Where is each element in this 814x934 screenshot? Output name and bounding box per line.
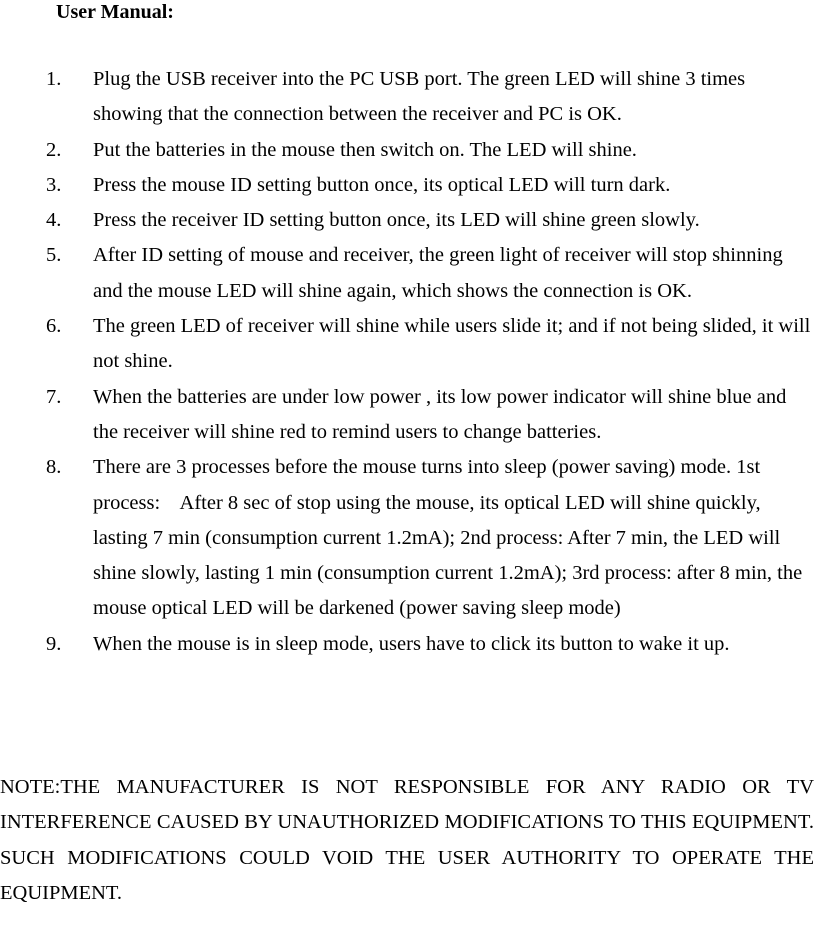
list-item-number: 1. [46, 68, 62, 90]
list-item-text: Put the batteries in the mouse then switch on. The LED will shine. [93, 138, 637, 161]
list-item-number: 9. [46, 632, 62, 655]
list-item-text: Press the receiver ID setting button once, its LED will shine green slowly. [93, 209, 700, 232]
document-title: User Manual: [56, 1, 174, 23]
list-item-text: Press the mouse ID setting button once, its optical LED will turn dark. [93, 173, 671, 196]
list-item-number: 3. [46, 173, 62, 196]
list-item-number: 7. [46, 385, 62, 408]
list-item-number: 4. [46, 209, 62, 232]
list-item-text: After ID setting of mouse and receiver, the green light of receiver will stop shinning and the mouse LED will shine again, which shows the connection is OK. [93, 244, 783, 302]
list-item-text: When the mouse is in sleep mode, users have to click its button to wake it up. [93, 632, 730, 655]
list-item-number: 2. [46, 138, 62, 161]
list-item [0, 450, 814, 626]
list-item [0, 133, 814, 168]
list-item [0, 203, 814, 238]
list-item-number: 8. [46, 456, 62, 479]
list-item-text: When the batteries are under low power , its low power indicator will shine blue and the receiver will shine red to remind users to change batteries. [93, 385, 787, 443]
list-item-text: There are 3 processes before the mouse turns into sleep (power saving) mode. 1st process: After 8 sec of stop using the mouse, its optical LED will shine quickly, lasting 7 min (consumption current 1.2mA); 2nd process: After 7 min, the LED will shine slowly, lasting 1 min (consumption current 1.2mA); 3rd process: after 8 min, the mouse optical LED will be darkened (power saving sleep mode) [93, 456, 808, 620]
instruction-list [0, 62, 814, 662]
list-item-number: 6. [46, 315, 62, 338]
list-item [0, 309, 814, 380]
list-item [0, 238, 814, 309]
list-item [0, 380, 814, 451]
disclaimer-note: NOTE:THE MANUFACTURER IS NOT RESPONSIBLE FOR ANY RADIO OR TV INTERFERENCE CAUSED BY UNAUTHORIZED MODIFICATIONS TO THIS EQUIPMENT. SUCH MODIFICATIONS COULD VOID THE USER AUTHORITY TO OPERATE THE EQUIPMENT. [0, 776, 814, 904]
list-item [0, 62, 814, 133]
list-item-text: The green LED of receiver will shine while users slide it; and if not being slided, it will not shine. [93, 315, 811, 373]
list-item-text: Plug the USB receiver into the PC USB port. The green LED will shine 3 times showing that the connection between the receiver and PC is OK. [93, 68, 746, 126]
list-item-number: 5. [46, 244, 62, 267]
list-item [0, 627, 814, 662]
list-item [0, 168, 814, 203]
